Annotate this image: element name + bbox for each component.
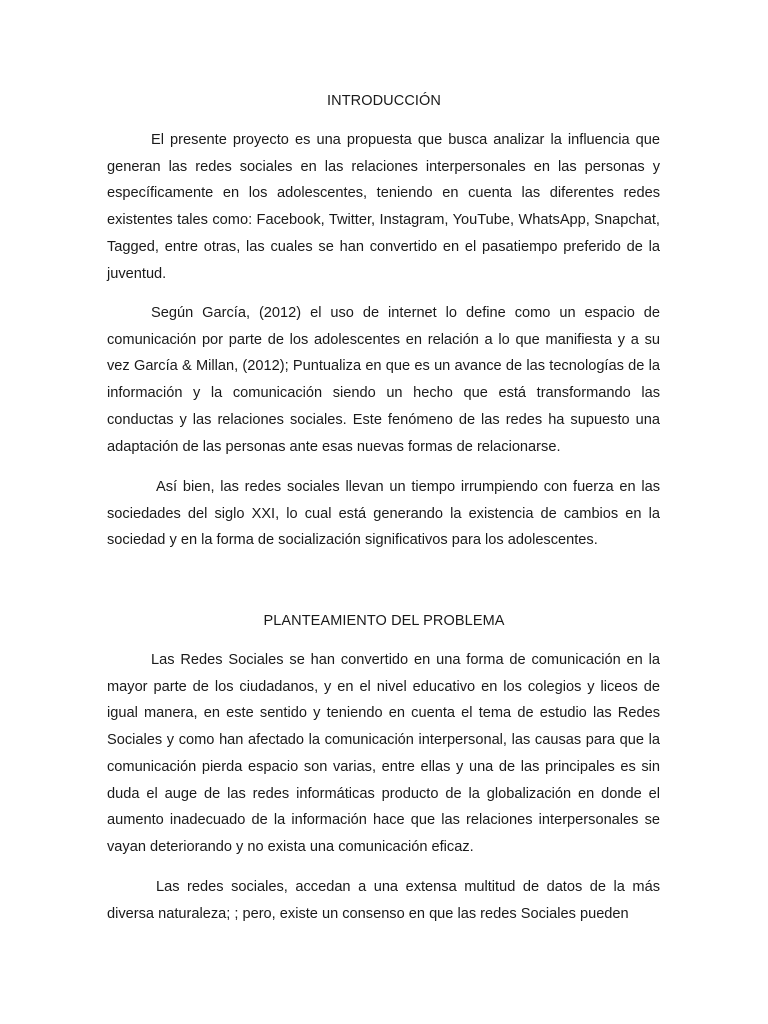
- paragraph-intro-1: El presente proyecto es una propuesta que busca analizar la influencia que generan las redes sociales en las relaciones interpersonales en las personas y específicamente en los adolescentes, teniendo en cuenta las diferentes redes existentes tales como: Facebook, Twitter, Instagram, YouTube, WhatsApp, Snapchat, Tagged, entre otras, las cuales se han convertido en el pasatiempo preferido de la juventud.: [107, 132, 660, 282]
- paragraph-problem-1: Las Redes Sociales se han convertido en una forma de comunicación en la mayor parte de los ciudadanos, y en el nivel educativo en los colegios y liceos de igual manera, en este sentido y teniendo en cuenta el tema de estudio las Redes Sociales y como han afectado la comunicación interpersonal, las causas para que la comunicación pierda espacio son varias, entre ellas y una de las principales es sin duda el auge de las redes informáticas producto de la globalización en donde el aumento inadecuado de la información hace que las relaciones interpersonales se vayan deteriorando y no exista una comunicación eficaz.: [107, 652, 660, 855]
- paragraph-problem-2: Las redes sociales, accedan a una extensa multitud de datos de la más diversa naturaleza; ; pero, existe un consenso en que las redes Sociales pueden: [107, 879, 660, 922]
- paragraph-intro-2: Según García, (2012) el uso de internet lo define como un espacio de comunicación por parte de los adolescentes en relación a lo que manifiesta y a su vez García & Millan, (2012); Puntualiza en que es un avance de las tecnologías de la información y la comunicación siendo un hecho que está transformando las conductas y las relaciones sociales. Este fenómeno de las redes ha supuesto una adaptación de las personas ante esas nuevas formas de relacionarse.: [107, 305, 660, 455]
- section-heading-planteamiento: PLANTEAMIENTO DEL PROBLEMA: [263, 613, 505, 629]
- section-heading-introduccion: INTRODUCCIÓN: [327, 93, 441, 109]
- paragraph-intro-3: Así bien, las redes sociales llevan un tiempo irrumpiendo con fuerza en las sociedades del siglo XXI, lo cual está generando la existencia de cambios en la sociedad y en la forma de socialización significativos para los adolescentes.: [107, 479, 660, 549]
